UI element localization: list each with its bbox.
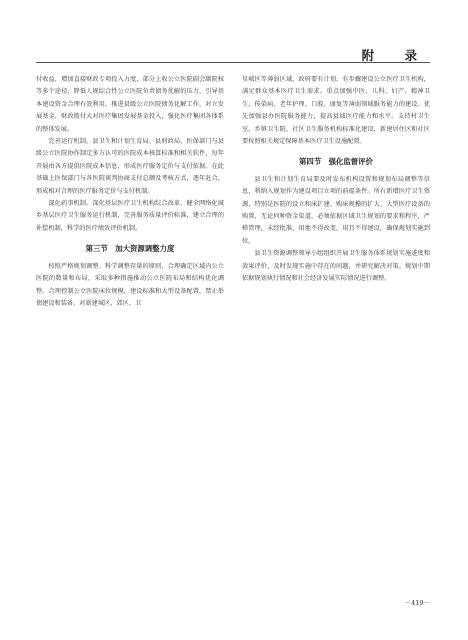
- header-rule: [36, 62, 430, 63]
- right-paragraph-2: 县卫生和计划生育局要及时发布机构设置和规划布局调整等信息，将纳入规划作为建设项目立项的前提条件。所有新增医疗卫生资源，特别是医院的设立和床扩建、购床规模的扩大、大型医疗设备的购置，无论何种资金渠道，必须依据区域卫生规划的要求和程序，严格管理，未经批准，用地不得改变，用且不得建设，确保规划实施到位。: [242, 175, 430, 245]
- page-header-title: 附 录: [361, 48, 430, 63]
- right-column: [242, 74, 430, 286]
- left-paragraph-2: 完善运行机制。县卫生和计划生育局、县财政局，医保部门与县级公立医院协作制定多方认可的医院成本核算标准和相关软件，每年开展由各方提供医院成本信息，形成医疗服务定价与支付依据。在此基础上医保部门与各医院谈判协商支付总额及考核方式，逐年赶合，形成相对合理的医疗服务定价与支付机制。: [36, 138, 224, 195]
- left-paragraph-4: 按照严格规划调整、科学调整存量的原则，合理确定区域内公立医院的数量和布局，采取多种措施推动公立医院布局和结构优化调整。合理控制公立医院床位规模，建设标准和大型设备配置，禁止举债建设和装备。对新建城区、郊区、卫: [36, 262, 224, 307]
- left-column: [36, 74, 224, 310]
- section-heading-4: 第四节 强化监督评价: [299, 157, 373, 167]
- left-paragraph-3: 深化药事机制。深化基层医疗卫生机构综合改革，健全网络化城乡基层医疗卫生服务运行机制，完善服务质量评价标准，建立合理的补偿机制，科学的医疗绩效评价机制。: [36, 200, 224, 232]
- page-number: －419－: [404, 599, 430, 607]
- section-heading-3: 第三节 加大资源调整力度: [85, 244, 175, 254]
- left-paragraph-1: 付收益，增加直接财政专项投入力度，部分上收公立医院副会副院权等多个途径，降低人规综合性公立医院负责债务优解的压力，引导基本建设资金合理有效利用。推进县级公立医院债务化解工作，对立发展基金，财政拨付大对医疗集团发展基金投入，强化医疗集团各体系的整体发展。: [36, 76, 224, 133]
- right-paragraph-3: 县卫生资源调整领导小组组织开展卫生服务体系规划实施进度和效果评价，及时发现实施中存在的问题，并研究解决对策。规划中期依据规划执行情况和社会经济发展实际情况进行调整。: [242, 250, 430, 283]
- right-paragraph-1: 星城区等薄弱区域，政府要有计划、有步骤建设公立医疗卫生机构，满足群众基本医疗卫生需求。重点加强中医、儿科、妇产、精神卫生、传染病、老年护理、口腔、康复等薄弱领域服务能力的建设。优先加强县办医院服务能力，提高县域医疗能力和水平。支持村卫生室、乡镇卫生院、社区卫生服务机构标准化建设，新建居住区和社区要按照相关规定保障基本医疗卫生设施配置。: [242, 76, 430, 146]
